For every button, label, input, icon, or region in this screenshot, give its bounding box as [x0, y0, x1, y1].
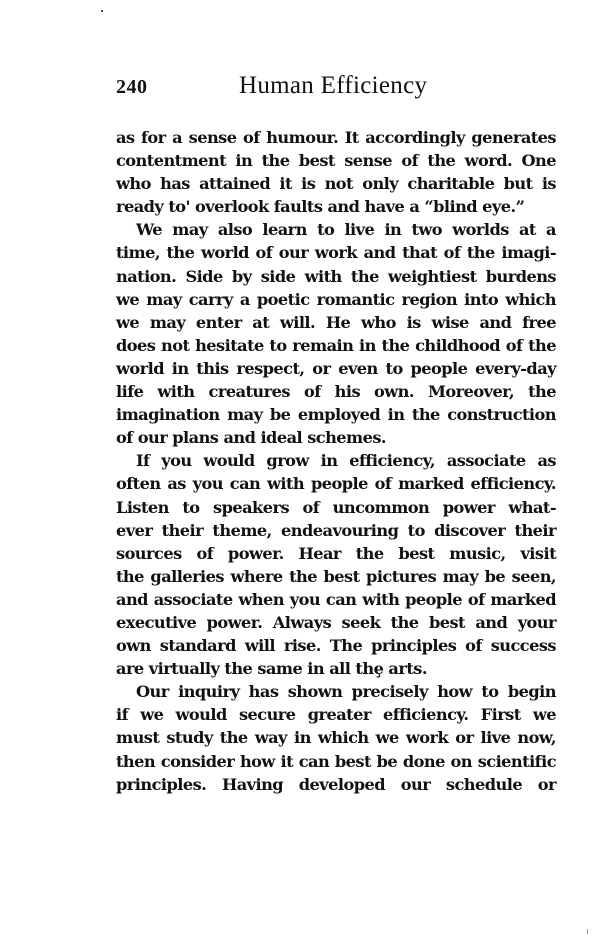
text-line: Our inquiry has shown precisely how to begin	[136, 682, 556, 702]
text-line: if we would secure greater efficiency. First we	[116, 705, 556, 725]
text-line: own standard will rise. The principles of success	[116, 636, 556, 656]
scan-edge-mark	[587, 929, 588, 934]
scan-speck	[101, 10, 103, 12]
text-line: the galleries where the best pictures may be seen,	[116, 566, 556, 586]
text-line: imagination may be employed in the construction	[116, 405, 556, 425]
paragraph	[116, 449, 556, 680]
text-line: as for a sense of humour. It accordingly generates	[116, 128, 556, 147]
text-line: principles. Having developed our schedule or	[116, 774, 556, 794]
text-line: time, the world of our work and that of the imagi-	[116, 243, 556, 263]
text-line: Listen to speakers of uncommon power what-	[116, 497, 556, 517]
text-line: who has attained it is not only charitable but is	[116, 174, 556, 194]
text-line: must study the way in which we work or live now,	[116, 728, 556, 748]
text-line: and associate when you can with people of marked	[116, 589, 556, 609]
text-line: life with creatures of his own. Moreover, the	[116, 382, 556, 402]
text-line: often as you can with people of marked efficiency.	[116, 474, 556, 494]
paragraph	[116, 126, 556, 218]
text-line: we may enter at will. He who is wise and free	[116, 312, 556, 332]
text-line: ever their theme, endeavouring to discover their	[116, 520, 556, 540]
text-line: If you would grow in efficiency, associate as	[136, 451, 556, 471]
text-line: We may also learn to live in two worlds at a	[136, 220, 556, 240]
running-title: Human Efficiency	[239, 72, 428, 99]
text-line: are virtually the same in all thȩ arts.	[116, 659, 427, 679]
text-line: sources of power. Hear the best music, visit	[116, 543, 556, 563]
text-line: does not hesitate to remain in the childhood of the	[116, 335, 556, 355]
text-line: we may carry a poetic romantic region into which	[116, 289, 556, 309]
text-line: of our plans and ideal schemes.	[116, 428, 387, 448]
text-line: executive power. Always seek the best and your	[116, 612, 556, 632]
text-line: contentment in the best sense of the word. One	[116, 151, 556, 171]
paragraph	[116, 218, 556, 449]
text-line: ready to' overlook faults and have a “blind eye.”	[116, 197, 525, 217]
text-line: nation. Side by side with the weightiest burdens	[116, 266, 556, 286]
text-line: then consider how it can best be done on scientific	[116, 751, 556, 771]
page-header	[116, 72, 556, 102]
paragraph	[116, 680, 556, 795]
page-number: 240	[116, 76, 148, 98]
body-text	[116, 126, 556, 796]
text-line: world in this respect, or even to people every-day	[116, 358, 556, 378]
